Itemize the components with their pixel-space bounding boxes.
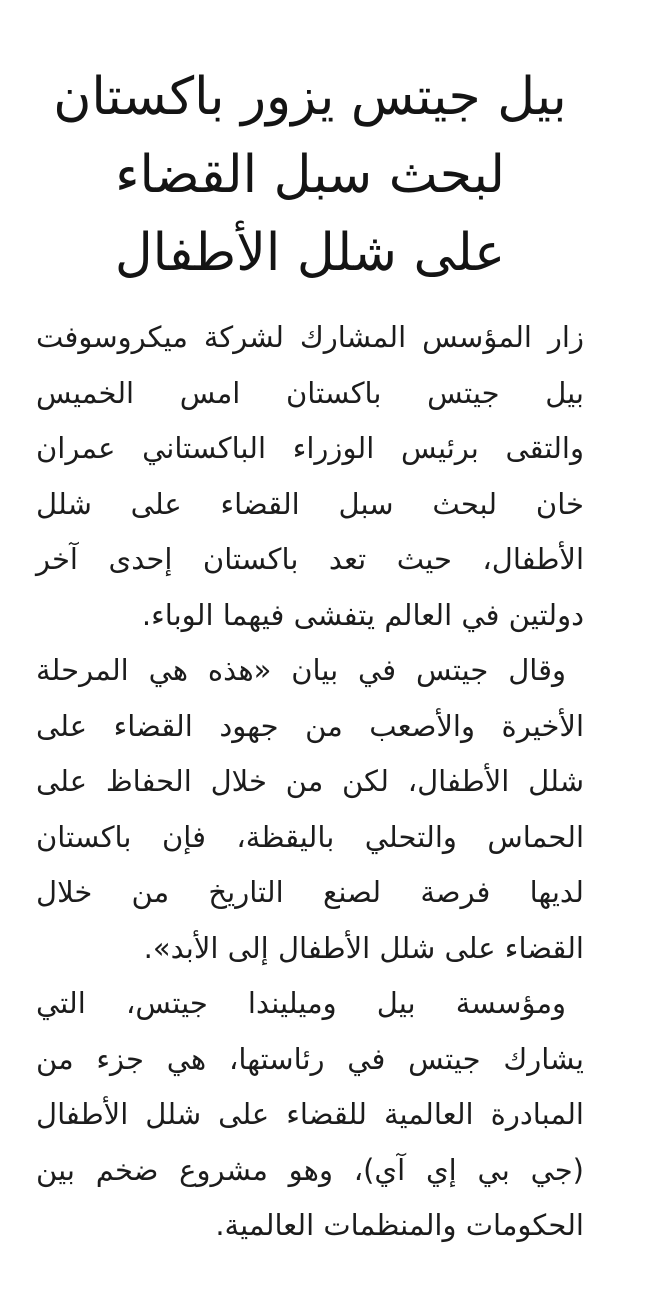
headline-line: على شلل الأطفال xyxy=(114,223,506,283)
text-line: المبادرة العالمية للقضاء على شلل الأطفال xyxy=(36,1097,584,1131)
text-line: زار المؤسس المشارك لشركة ميكروسوفت xyxy=(36,320,584,354)
text-line: الحماس والتحلي باليقظة، فإن باكستان xyxy=(36,819,584,854)
article-body xyxy=(36,310,584,1254)
text-line: والتقى برئيس الوزراء الباكستاني عمران xyxy=(36,431,584,465)
headline-line: لبحث سبل القضاء xyxy=(115,145,505,205)
text-line: القضاء على شلل الأطفال إلى الأبد». xyxy=(143,930,584,965)
text-line: شلل الأطفال، لكن من خلال الحفاظ على xyxy=(36,764,584,798)
text-line: وقال جيتس في بيان «هذه هي المرحلة xyxy=(36,653,566,687)
text-line: دولتين في العالم يتفشى فيهما الوباء. xyxy=(141,597,584,632)
headline-line: بيل جيتس يزور باكستان xyxy=(53,67,567,127)
text-line: (جي بي إي آي)، وهو مشروع ضخم بين xyxy=(36,1152,584,1187)
text-line: ومؤسسة بيل وميليندا جيتس، التي xyxy=(36,986,566,1020)
text-line: الأخيرة والأصعب من جهود القضاء على xyxy=(36,708,584,743)
news-article xyxy=(36,58,584,1254)
body-paragraph-3 xyxy=(36,976,584,1254)
text-line: الأطفال، حيث تعد باكستان إحدى آخر xyxy=(36,542,584,576)
text-line: خان لبحث سبل القضاء على شلل xyxy=(36,486,584,521)
text-line: بيل جيتس باكستان امس الخميس xyxy=(36,375,584,410)
text-line: الحكومات والمنظمات العالمية. xyxy=(215,1208,584,1242)
body-paragraph-2 xyxy=(36,643,584,976)
text-line: يشارك جيتس في رئاستها، هي جزء من xyxy=(36,1041,584,1076)
text-line: لديها فرصة لصنع التاريخ من خلال xyxy=(36,875,584,909)
article-headline xyxy=(36,58,584,292)
body-paragraph-1 xyxy=(36,310,584,643)
